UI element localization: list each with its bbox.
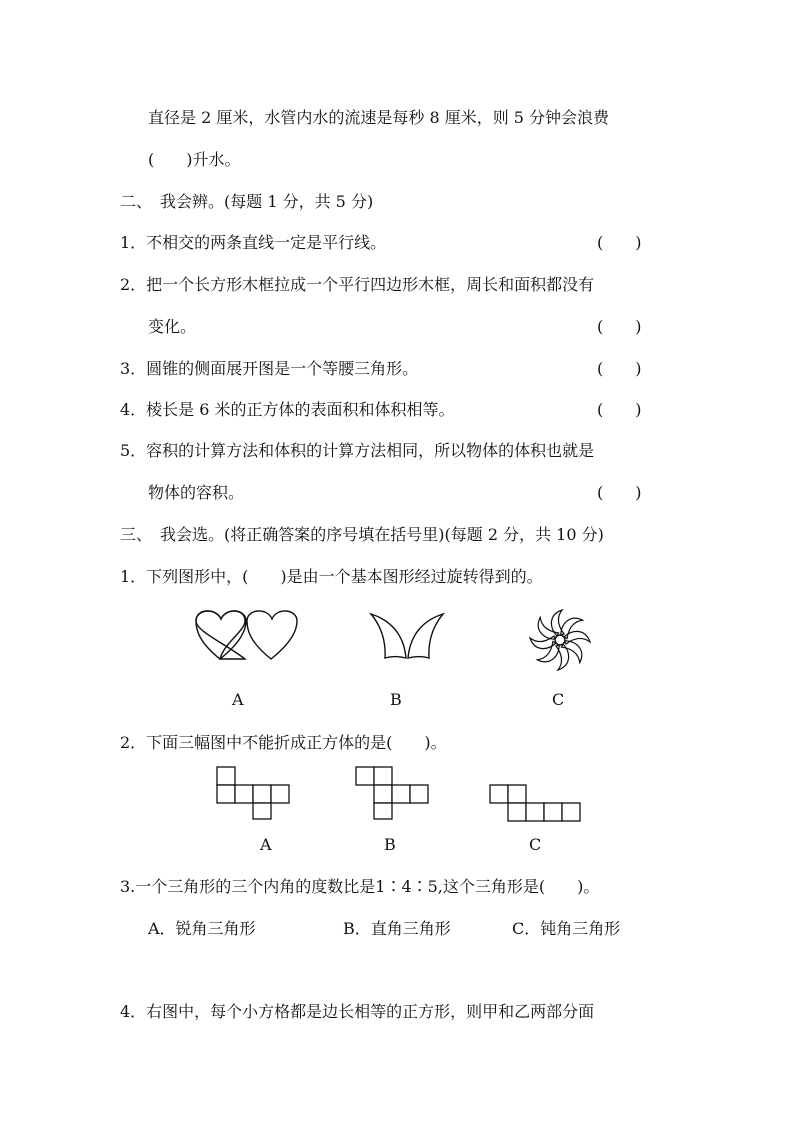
judge-item-5-line-2: 物体的容积。 — [148, 483, 245, 502]
swirl-blade — [533, 616, 560, 643]
choice-question-2: 2．下面三幅图中不能折成正方体的是( )。 — [120, 733, 447, 752]
q3-option-b: B．直角三角形 — [343, 919, 451, 938]
swirl-blade — [536, 640, 563, 667]
swirl-blade — [560, 637, 587, 664]
choice-question-4: 4．右图中，每个小方格都是边长相等的正方形，则甲和乙两部分面 — [120, 1002, 595, 1021]
judge-item-2-line-1: 2．把一个长方形木框拉成一个平行四边形木框，周长和面积都没有 — [120, 275, 595, 294]
q-continuation-line-1: 直径是 2 厘米，水管内水的流速是每秒 8 厘米，则 5 分钟会浪费 — [148, 108, 610, 127]
q2-option-b-label: B — [384, 835, 396, 854]
judge-item-3: 3．圆锥的侧面展开图是一个等腰三角形。 — [120, 359, 419, 378]
swirl-blade — [557, 613, 584, 640]
q1-option-b-label: B — [390, 690, 402, 709]
answer-blank-5[interactable]: ( ) — [597, 483, 642, 502]
q2-option-a-label: A — [260, 835, 272, 854]
choice-question-1: 1．下列图形中，( )是由一个基本图形经过旋转得到的。 — [120, 567, 543, 586]
q3-option-c: C．钝角三角形 — [512, 919, 621, 938]
judge-item-4: 4．棱长是 6 米的正方体的表面积和体积相等。 — [120, 400, 455, 419]
judge-item-5-line-1: 5．容积的计算方法和体积的计算方法相同，所以物体的体积也就是 — [120, 441, 595, 460]
q1-option-c-label: C — [552, 690, 565, 709]
q1-figure-c-swirl — [528, 608, 592, 672]
choice-question-3: 3.一个三角形的三个内角的度数比是1∶4∶5,这个三角形是( )。 — [120, 877, 600, 896]
q3-option-a: A．锐角三角形 — [148, 919, 256, 938]
answer-blank-3[interactable]: ( ) — [597, 359, 642, 378]
answer-blank-1[interactable]: ( ) — [597, 233, 642, 252]
q2-net-c — [488, 783, 584, 825]
judge-item-1: 1．不相交的两条直线一定是平行线。 — [120, 233, 387, 252]
q1-figure-b-leaves — [368, 612, 448, 662]
judge-item-2-line-2: 变化。 — [148, 317, 197, 336]
answer-blank-4[interactable]: ( ) — [597, 400, 642, 419]
q2-net-a — [215, 765, 291, 821]
q2-option-c-label: C — [529, 835, 542, 854]
q1-figure-a-hearts — [194, 611, 304, 663]
section-2-heading: 二、 我会辨。(每题 1 分，共 5 分) — [120, 192, 374, 211]
q2-net-b — [354, 765, 430, 821]
q-continuation-line-2: ( )升水。 — [148, 150, 241, 169]
answer-blank-2[interactable]: ( ) — [597, 317, 642, 336]
section-3-heading: 三、 我会选。(将正确答案的序号填在括号里)(每题 2 分，共 10 分) — [120, 525, 604, 544]
q1-option-a-label: A — [232, 690, 244, 709]
